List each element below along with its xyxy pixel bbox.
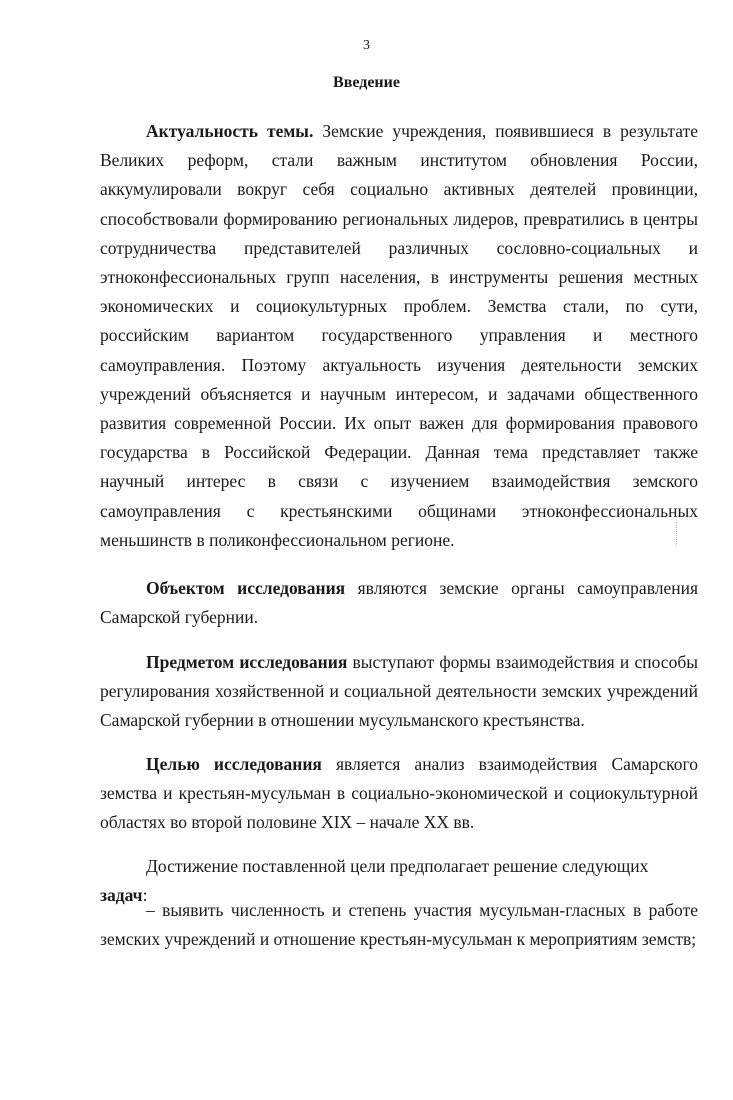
- goal-text: является анализ взаимодействия Самарского земства и крестьян-мусульман в социально-экономической и социокультурной областях во второй половине XIX – начале XX вв.: [100, 754, 698, 833]
- scan-artifact: [676, 522, 680, 546]
- subject-lead: Предметом исследования: [146, 652, 348, 672]
- object-lead: Объектом исследования: [146, 578, 346, 598]
- paragraph-relevance: [100, 117, 698, 555]
- paragraph-task-1: [100, 896, 698, 954]
- tasks-colon: :: [142, 885, 148, 906]
- relevance-text: Земские учреждения, появившиеся в результате Великих реформ, стали важным институтом обновления России, аккумулировали вокруг себя социально активных деятелей провинции, способствовали формированию региональных лидеров, превратились в центры сотрудничества представителей различных сословно-социальных и этноконфессиональных групп населения, в инструменты решения местных экономических и социокультурных проблем. Земства стали, по сути, российским вариантом государственного управления и местного самоуправления. Поэтому актуальность изучения деятельности земских учреждений объясняется и научным интересом, и задачами общественного развития современной России. Их опыт важен для формирования правового государства в Российской Федерации. Данная тема представляет также научный интерес в связи с изучением взаимодействия земского самоуправления с крестьянскими общинами этноконфессиональных меньшинств в поликонфессиональном регионе.: [100, 121, 698, 550]
- paragraph-object: [100, 574, 698, 632]
- paragraph-goal: [100, 750, 698, 838]
- object-text: являются земские органы самоуправления Самарской губернии.: [100, 578, 699, 628]
- page-number: 3: [363, 38, 370, 53]
- task-1-text: – выявить численность и степень участия мусульман-гласных в работе земских учреждений и отношение крестьян-мусульман к мероприятиям земств;: [100, 900, 698, 950]
- section-heading: Введение: [333, 74, 400, 91]
- tasks-intro-text: Достижение поставленной цели предполагает решение следующих: [146, 856, 649, 876]
- subject-text: выступают формы взаимодействия и способы регулирования хозяйственной и социальной деятельности земских учреждений Самарской губернии в отношении мусульманского крестьянства.: [100, 652, 698, 731]
- relevance-lead: Актуальность темы.: [146, 121, 314, 141]
- tasks-word: задач: [100, 885, 143, 906]
- paragraph-subject: [100, 648, 698, 736]
- goal-lead: Целью исследования: [146, 754, 322, 774]
